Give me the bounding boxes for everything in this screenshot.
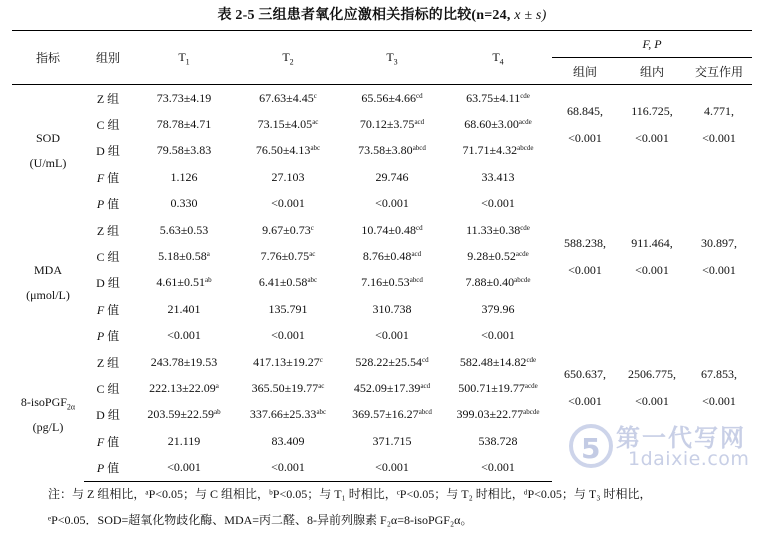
value-cell: 33.413	[481, 169, 515, 184]
value-cell: 7.76±0.75$^{ac}$	[260, 249, 316, 264]
fp-between: 68.845, <0.001	[567, 103, 603, 145]
value-cell: $71.71\pm 4.32^{abcde}$	[462, 143, 534, 158]
header-within: 组内	[618, 58, 686, 85]
value-cell: 8.76±0.48$^{acd}$	[362, 249, 422, 264]
value-cell: $399.03\pm 22.77^{abcde}$	[456, 407, 540, 422]
value-cell: <0.001	[132, 454, 236, 481]
value-cell: 203.59±22.59$^{ab}$	[147, 407, 221, 422]
table-title-text: 表 2-5 三组患者氧化应激相关指标的比较(n=24,	[217, 8, 511, 23]
header-t2: $T_2$	[236, 31, 340, 85]
fp-empty	[618, 296, 686, 349]
value-cell: $369.57\pm 16.27^{abcd}$	[352, 407, 432, 422]
fp-between: 650.637, <0.001	[564, 367, 606, 409]
table-row	[12, 296, 752, 322]
indicator-unit: (μmol/L)	[26, 287, 70, 302]
header-t4: $T_4$	[444, 31, 552, 85]
value-cell: 73.15±4.05$^{ac}$	[257, 117, 319, 132]
value-cell: 78.78±4.71	[156, 117, 212, 132]
data-table	[12, 30, 752, 482]
value-cell: $7.88\pm 0.40^{abcde}$	[465, 275, 531, 290]
value-cell: <0.001	[167, 328, 201, 343]
watermark	[568, 418, 758, 478]
value-cell: 528.22±25.54$^{cd}$	[355, 354, 429, 369]
table-row	[12, 217, 752, 243]
value-cell: 5.18±0.58$^a$	[158, 249, 210, 264]
value-cell: 63.75±4.11$^{cde}$	[466, 90, 530, 105]
row-label: F 值	[96, 302, 120, 317]
value-cell: <0.001	[271, 328, 305, 343]
value-cell: 21.119	[167, 433, 201, 448]
value-cell: 222.13±22.09$^a$	[149, 380, 219, 395]
row-label: C 组	[96, 250, 120, 265]
row-label: Z 组	[96, 223, 120, 238]
value-cell: 10.74±0.48$^{cd}$	[361, 222, 423, 237]
value-cell: 70.12±3.75$^{acd}$	[359, 117, 425, 132]
value-cell: <0.001	[375, 196, 409, 211]
watermark-text: 第一代写网	[616, 424, 746, 452]
value-cell: 76.50±4.13$^{abc}$	[255, 143, 321, 158]
indicator-unit: (pg/L)	[32, 420, 64, 435]
header-between: 组间	[552, 58, 618, 85]
header-indicator: 指标	[12, 31, 84, 85]
indicator-name: 8-isoPGF$_{2\alpha}$ (pg/L)	[12, 349, 84, 481]
header-fp: F, P	[552, 31, 752, 58]
value-cell: $68.60\pm 3.00^{acde}$	[464, 117, 532, 132]
fp-interaction: 4.771, <0.001	[702, 103, 736, 145]
value-cell: 29.746	[375, 169, 409, 184]
value-cell: 4.61±0.51$^{ab}$	[156, 275, 212, 290]
fp-empty	[552, 296, 618, 349]
row-label: P 值	[96, 329, 120, 344]
watermark-url: 1daixie.com	[628, 448, 750, 470]
row-label: P 值	[84, 454, 132, 481]
table-row	[12, 164, 752, 190]
row-label: D 组	[96, 408, 120, 423]
fp-empty	[686, 164, 752, 217]
row-label: Z 组	[96, 91, 120, 106]
value-cell: 6.41±0.58$^{abc}$	[258, 275, 318, 290]
table-row	[12, 349, 752, 375]
value-cell: 337.66±25.33$^{abc}$	[249, 407, 327, 422]
table-row	[12, 85, 752, 112]
value-cell: $9.28\pm 0.52^{acde}$	[467, 249, 529, 264]
row-label: Z 组	[96, 355, 120, 370]
fp-within: 911.464, <0.001	[631, 235, 673, 277]
value-cell: 83.409	[271, 433, 305, 448]
value-cell: $500.71\pm 19.77^{acde}$	[458, 380, 538, 395]
header-group: 组别	[84, 31, 132, 85]
row-label: P 值	[96, 197, 120, 212]
value-cell: 582.48±14.82$^{cde}$	[459, 354, 537, 369]
value-cell: 27.103	[271, 169, 305, 184]
value-cell: 0.330	[170, 196, 198, 211]
value-cell: 379.96	[481, 301, 515, 316]
value-cell: 21.401	[167, 301, 201, 316]
watermark-logo-icon	[568, 418, 614, 474]
row-label: D 组	[96, 144, 120, 159]
row-label: F 值	[96, 170, 120, 185]
header-t3: $T_3$	[340, 31, 444, 85]
fp-within: 2506.775, <0.001	[628, 367, 676, 409]
value-cell: <0.001	[236, 454, 340, 481]
indicator-unit: (U/mL)	[29, 155, 67, 170]
value-cell: 5.63±0.53	[159, 222, 209, 237]
header-t1: $T_1$	[132, 31, 236, 85]
value-cell: $7.16\pm 0.53^{abcd}$	[361, 275, 423, 290]
value-cell: 417.13±19.27$^c$	[253, 354, 323, 369]
value-cell: <0.001	[340, 454, 444, 481]
value-cell: <0.001	[271, 196, 305, 211]
indicator-name: SOD (U/mL)	[12, 85, 84, 217]
value-cell: 9.67±0.73$^c$	[262, 222, 314, 237]
row-label: C 组	[96, 118, 120, 133]
fp-empty	[552, 164, 618, 217]
table-title	[0, 4, 764, 24]
footnote-line-1: 注：与 Z 组相比，ᵃP<0.05；与 C 组相比，ᵇP<0.05；与 T₁ 时相比，ᶜP<0.05；与 T₂ 时相比，ᵈP<0.05；与 T₃ 时相比，	[48, 487, 652, 501]
value-cell: 135.791	[268, 301, 308, 316]
row-label: C 组	[96, 381, 120, 396]
value-cell: 65.56±4.66$^{cd}$	[361, 90, 423, 105]
fp-interaction: 30.897, <0.001	[701, 235, 737, 277]
svg-text:5: 5	[581, 432, 601, 465]
value-cell: 243.78±19.53	[150, 354, 218, 369]
indicator-name: MDA (μmol/L)	[12, 217, 84, 349]
value-cell: 371.715	[372, 433, 412, 448]
fp-between: 588.238, <0.001	[564, 235, 606, 277]
value-cell: 73.73±4.19	[156, 90, 212, 105]
value-cell: 67.63±4.45$^c$	[259, 90, 317, 105]
footnote-line-2: ᵉP<0.05．SOD=超氧化物歧化酶、MDA=丙二醛、8-异前列腺素 F₂α=8-isoPGF₂α。	[48, 513, 473, 527]
table-title-stat: x ± s)	[514, 8, 547, 23]
fp-empty	[686, 296, 752, 349]
fp-interaction: 67.853, <0.001	[701, 367, 737, 409]
fp-empty	[618, 164, 686, 217]
value-cell: 79.58±3.83	[156, 143, 212, 158]
row-label: F 值	[96, 434, 120, 449]
value-cell: $73.58\pm 3.80^{abcd}$	[358, 143, 426, 158]
value-cell: 538.728	[478, 433, 518, 448]
value-cell: <0.001	[444, 454, 552, 481]
value-cell: 310.738	[372, 301, 412, 316]
value-cell: 11.33±0.38$^{cde}$	[466, 222, 530, 237]
value-cell: <0.001	[481, 328, 515, 343]
value-cell: 452.09±17.39$^{acd}$	[353, 380, 431, 395]
value-cell: 365.50±19.77$^{ac}$	[251, 380, 325, 395]
fp-within: 116.725, <0.001	[631, 103, 673, 145]
row-label: D 组	[96, 276, 120, 291]
value-cell: <0.001	[375, 328, 409, 343]
value-cell: <0.001	[481, 196, 515, 211]
header-interaction: 交互作用	[686, 58, 752, 85]
value-cell: 1.126	[170, 169, 198, 184]
